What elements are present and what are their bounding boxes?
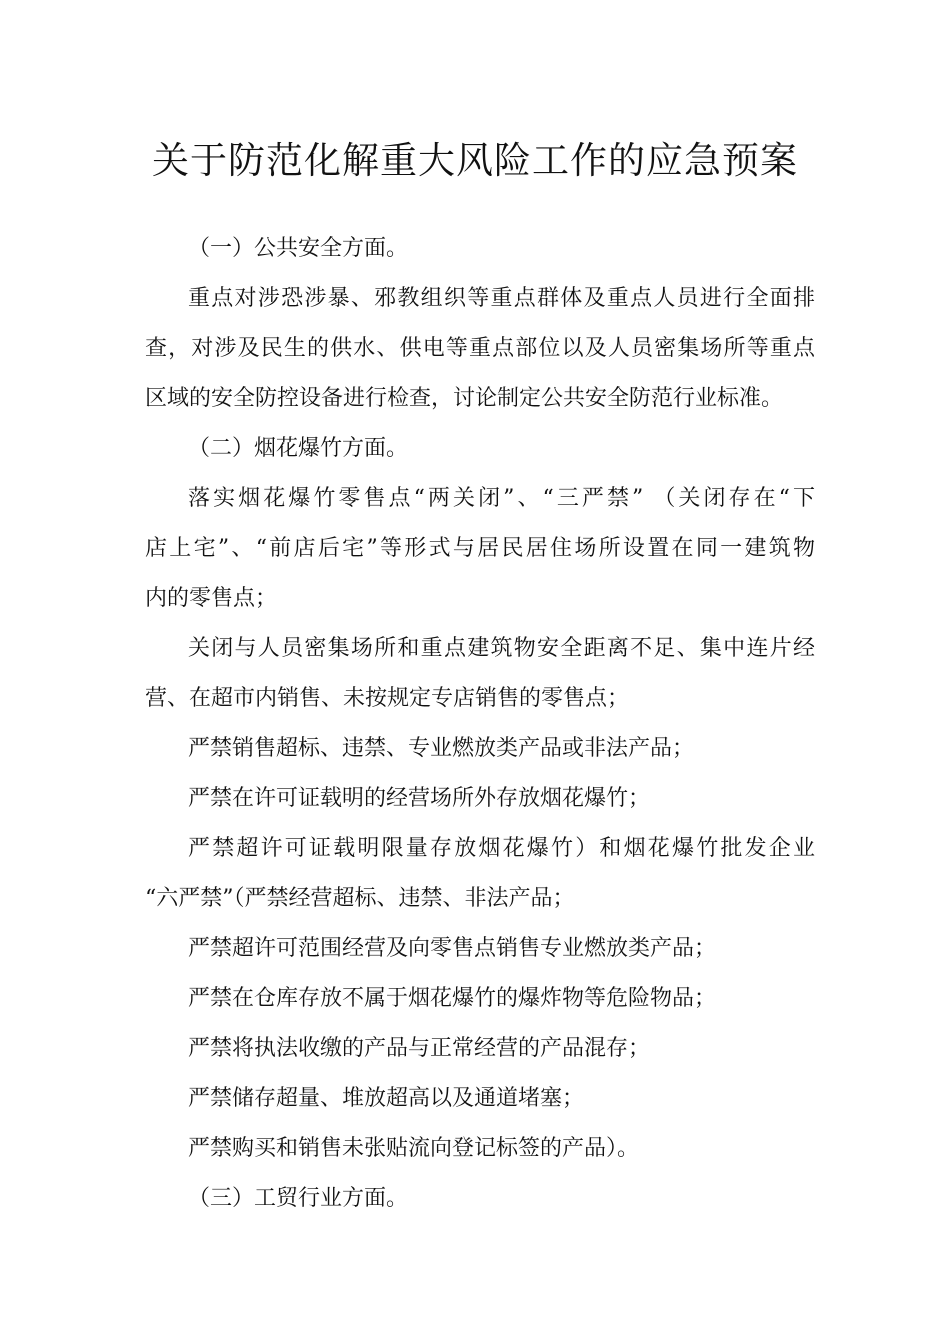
section-heading-fireworks: （二）烟花爆竹方面。: [188, 436, 409, 461]
paragraph-line: 严禁销售超标、违禁、专业燃放类产品或非法产品；: [188, 736, 695, 761]
paragraph-line: 严禁将执法收缴的产品与正常经营的产品混存；: [188, 1036, 651, 1061]
paragraph-line: 严禁超许可证载明限量存放烟花爆竹）和烟花爆竹批发企业: [188, 836, 815, 861]
section-heading-industry-trade: （三）工贸行业方面。: [188, 1186, 409, 1211]
paragraph-line: 关闭与人员密集场所和重点建筑物安全距离不足、集中连片经: [188, 636, 815, 661]
paragraph-line: “六严禁”（严禁经营超标、违禁、非法产品；: [145, 886, 575, 911]
paragraph-line: 严禁在仓库存放不属于烟花爆竹的爆炸物等危险物品；: [188, 986, 717, 1011]
paragraph-line: 落实烟花爆竹零售点“两关闭”、“三严禁” （关闭存在“下: [188, 486, 815, 511]
paragraph-line: 严禁储存超量、堆放超高以及通道堵塞；: [188, 1086, 585, 1111]
paragraph-line: 店上宅”、“前店后宅”等形式与居民居住场所设置在同一建筑物: [145, 536, 815, 561]
paragraph-line: 严禁购买和销售未张贴流向登记标签的产品）。: [188, 1136, 640, 1161]
paragraph-line: 区域的安全防控设备进行检查，讨论制定公共安全防范行业标准。: [145, 386, 784, 411]
paragraph-line: 营、在超市内销售、未按规定专店销售的零售点；: [145, 686, 630, 711]
paragraph-line: 查，对涉及民生的供水、供电等重点部位以及人员密集场所等重点: [145, 336, 815, 361]
paragraph-line: 内的零售点；: [145, 586, 278, 611]
section-heading-public-safety: （一）公共安全方面。: [188, 236, 409, 261]
paragraph-line: 重点对涉恐涉暴、邪教组织等重点群体及重点人员进行全面排: [188, 286, 815, 311]
paragraph-line: 严禁在许可证载明的经营场所外存放烟花爆竹；: [188, 786, 651, 811]
paragraph-line: 严禁超许可范围经营及向零售点销售专业燃放类产品；: [188, 936, 717, 961]
document-title: 关于防范化解重大风险工作的应急预案: [152, 139, 798, 182]
